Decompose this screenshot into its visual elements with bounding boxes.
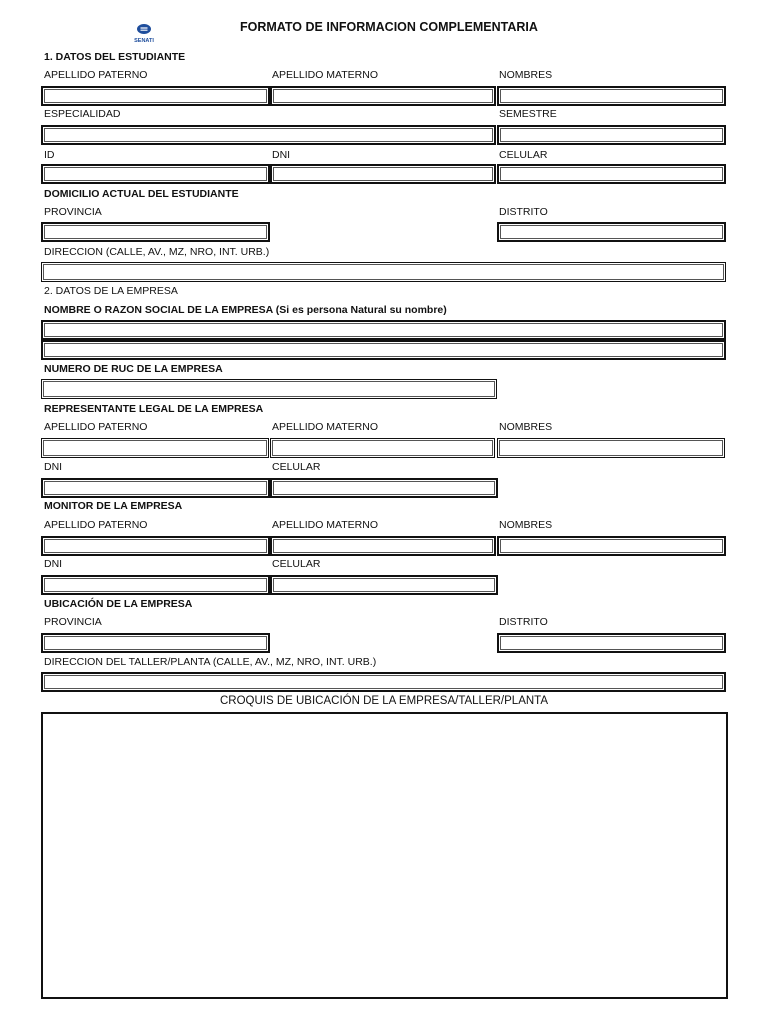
form-title: FORMATO DE INFORMACION COMPLEMENTARIA <box>240 20 538 34</box>
section-company-title: 2. DATOS DE LA EMPRESA <box>44 285 178 297</box>
mon-dni-field[interactable] <box>41 575 270 595</box>
mon-apellido-paterno-field[interactable] <box>41 536 270 556</box>
student-provincia-field[interactable] <box>41 222 270 242</box>
label-mon-celular: CELULAR <box>272 558 321 570</box>
label-apellido-paterno: APELLIDO PATERNO <box>44 69 148 81</box>
company-provincia-field[interactable] <box>41 633 270 653</box>
label-mon-nombres: NOMBRES <box>499 519 553 531</box>
croquis-sketch-area[interactable] <box>41 712 728 999</box>
label-ruc: NUMERO DE RUC DE LA EMPRESA <box>44 363 223 375</box>
student-apellido-paterno-field[interactable] <box>41 86 270 106</box>
label-semestre: SEMESTRE <box>499 108 557 120</box>
label-nombres: NOMBRES <box>499 69 553 81</box>
student-especialidad-field[interactable] <box>41 125 496 145</box>
croquis-title: CROQUIS DE UBICACIÓN DE LA EMPRESA/TALLER/PLANTA <box>219 695 549 707</box>
company-direccion-taller-field[interactable] <box>41 672 726 692</box>
mon-celular-field[interactable] <box>270 575 498 595</box>
monitor-title: MONITOR DE LA EMPRESA <box>44 500 183 512</box>
label-rep-dni: DNI <box>44 461 63 473</box>
label-provincia: PROVINCIA <box>44 206 102 218</box>
label-razon-social: NOMBRE O RAZON SOCIAL DE LA EMPRESA (Si es persona Natural su nombre) <box>44 304 447 316</box>
representante-title: REPRESENTANTE LEGAL DE LA EMPRESA <box>44 403 264 415</box>
label-mon-dni: DNI <box>44 558 63 570</box>
mon-nombres-field[interactable] <box>497 536 726 556</box>
ubicacion-title: UBICACIÓN DE LA EMPRESA <box>44 598 193 610</box>
label-rep-apellido-materno: APELLIDO MATERNO <box>272 421 378 433</box>
label-mon-apellido-paterno: APELLIDO PATERNO <box>44 519 148 531</box>
student-distrito-field[interactable] <box>497 222 726 242</box>
student-direccion-field[interactable] <box>41 262 726 282</box>
student-semestre-field[interactable] <box>497 125 726 145</box>
company-ruc-field[interactable] <box>41 379 497 399</box>
rep-apellido-materno-field[interactable] <box>270 438 495 458</box>
label-especialidad: ESPECIALIDAD <box>44 108 121 120</box>
label-id: ID <box>44 149 55 161</box>
label-company-distrito: DISTRITO <box>499 616 548 628</box>
label-apellido-materno: APELLIDO MATERNO <box>272 69 378 81</box>
label-dni: DNI <box>272 149 291 161</box>
student-dni-field[interactable] <box>270 164 496 184</box>
mon-apellido-materno-field[interactable] <box>270 536 496 556</box>
student-celular-field[interactable] <box>497 164 726 184</box>
label-celular: CELULAR <box>499 149 548 161</box>
label-mon-apellido-materno: APELLIDO MATERNO <box>272 519 378 531</box>
label-distrito: DISTRITO <box>499 206 548 218</box>
student-nombres-field[interactable] <box>497 86 726 106</box>
rep-dni-field[interactable] <box>41 478 270 498</box>
company-razon-social-field-2[interactable] <box>41 340 726 360</box>
section-student-title: 1. DATOS DEL ESTUDIANTE <box>44 51 186 63</box>
domicilio-title: DOMICILIO ACTUAL DEL ESTUDIANTE <box>44 188 239 200</box>
rep-nombres-field[interactable] <box>497 438 725 458</box>
student-id-field[interactable] <box>41 164 270 184</box>
rep-apellido-paterno-field[interactable] <box>41 438 269 458</box>
student-apellido-materno-field[interactable] <box>270 86 496 106</box>
senati-logo <box>126 22 162 44</box>
label-rep-nombres: NOMBRES <box>499 421 553 433</box>
label-direccion: DIRECCION (CALLE, AV., MZ, NRO, INT. URB.) <box>44 246 270 258</box>
rep-celular-field[interactable] <box>270 478 498 498</box>
label-rep-apellido-paterno: APELLIDO PATERNO <box>44 421 148 433</box>
company-razon-social-field-1[interactable] <box>41 320 726 340</box>
company-distrito-field[interactable] <box>497 633 726 653</box>
senati-logo-text: SENATI <box>134 38 154 44</box>
label-rep-celular: CELULAR <box>272 461 321 473</box>
label-direccion-taller: DIRECCION DEL TALLER/PLANTA (CALLE, AV., MZ, NRO, INT. URB.) <box>44 656 377 668</box>
label-company-provincia: PROVINCIA <box>44 616 102 628</box>
